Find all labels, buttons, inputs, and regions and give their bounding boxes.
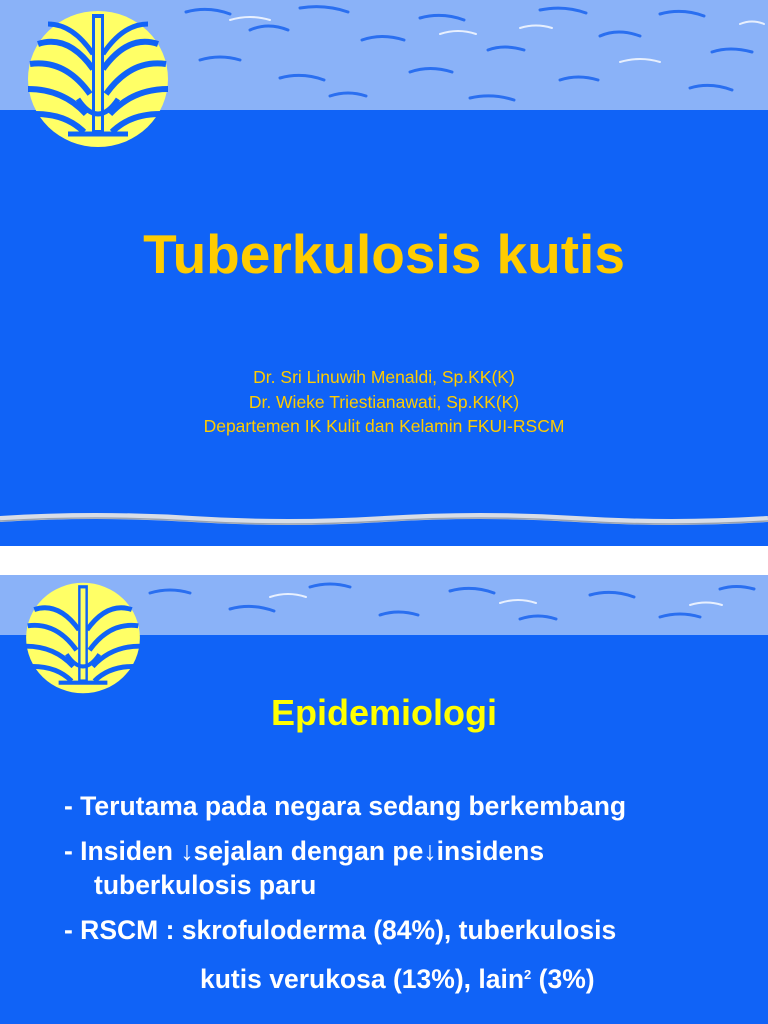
footnote-marker: 2 xyxy=(524,967,532,982)
bullet-text: - Insiden xyxy=(64,836,181,866)
bullet-continuation: tuberkulosis paru xyxy=(94,870,317,900)
bullet-continuation xyxy=(64,958,626,996)
bullet-item xyxy=(64,834,626,868)
author-line-1: Dr. Sri Linuwih Menaldi, Sp.KK(K) xyxy=(253,367,515,387)
content-slide xyxy=(0,575,768,1024)
slide-heading: Epidemiologi xyxy=(270,692,497,733)
bullet-item: - RSCM : skrofuloderma (84%), tuberkulosis xyxy=(64,915,617,945)
bullet-text: (3%) xyxy=(531,964,595,994)
down-arrow-icon: ↓ xyxy=(180,836,194,866)
university-emblem-icon xyxy=(18,4,178,154)
bullet-list xyxy=(64,789,626,996)
bullet-text: sejalan dengan pe xyxy=(193,836,424,866)
down-arrow-icon: ↓ xyxy=(423,836,437,866)
university-emblem-icon xyxy=(18,577,148,699)
bullet-text: kutis verukosa (13%), lain xyxy=(200,964,525,994)
slide-title: Tuberkulosis kutis xyxy=(143,223,625,285)
bullet-text: insidens xyxy=(436,836,545,866)
department-line: Departemen IK Kulit dan Kelamin FKUI-RSCM xyxy=(203,416,565,436)
bullet-item: - Terutama pada negara sedang berkembang xyxy=(64,791,627,821)
author-line-2: Dr. Wieke Triestianawati, Sp.KK(K) xyxy=(248,391,520,412)
decorative-wave-divider xyxy=(0,511,768,527)
author-block xyxy=(0,365,768,439)
